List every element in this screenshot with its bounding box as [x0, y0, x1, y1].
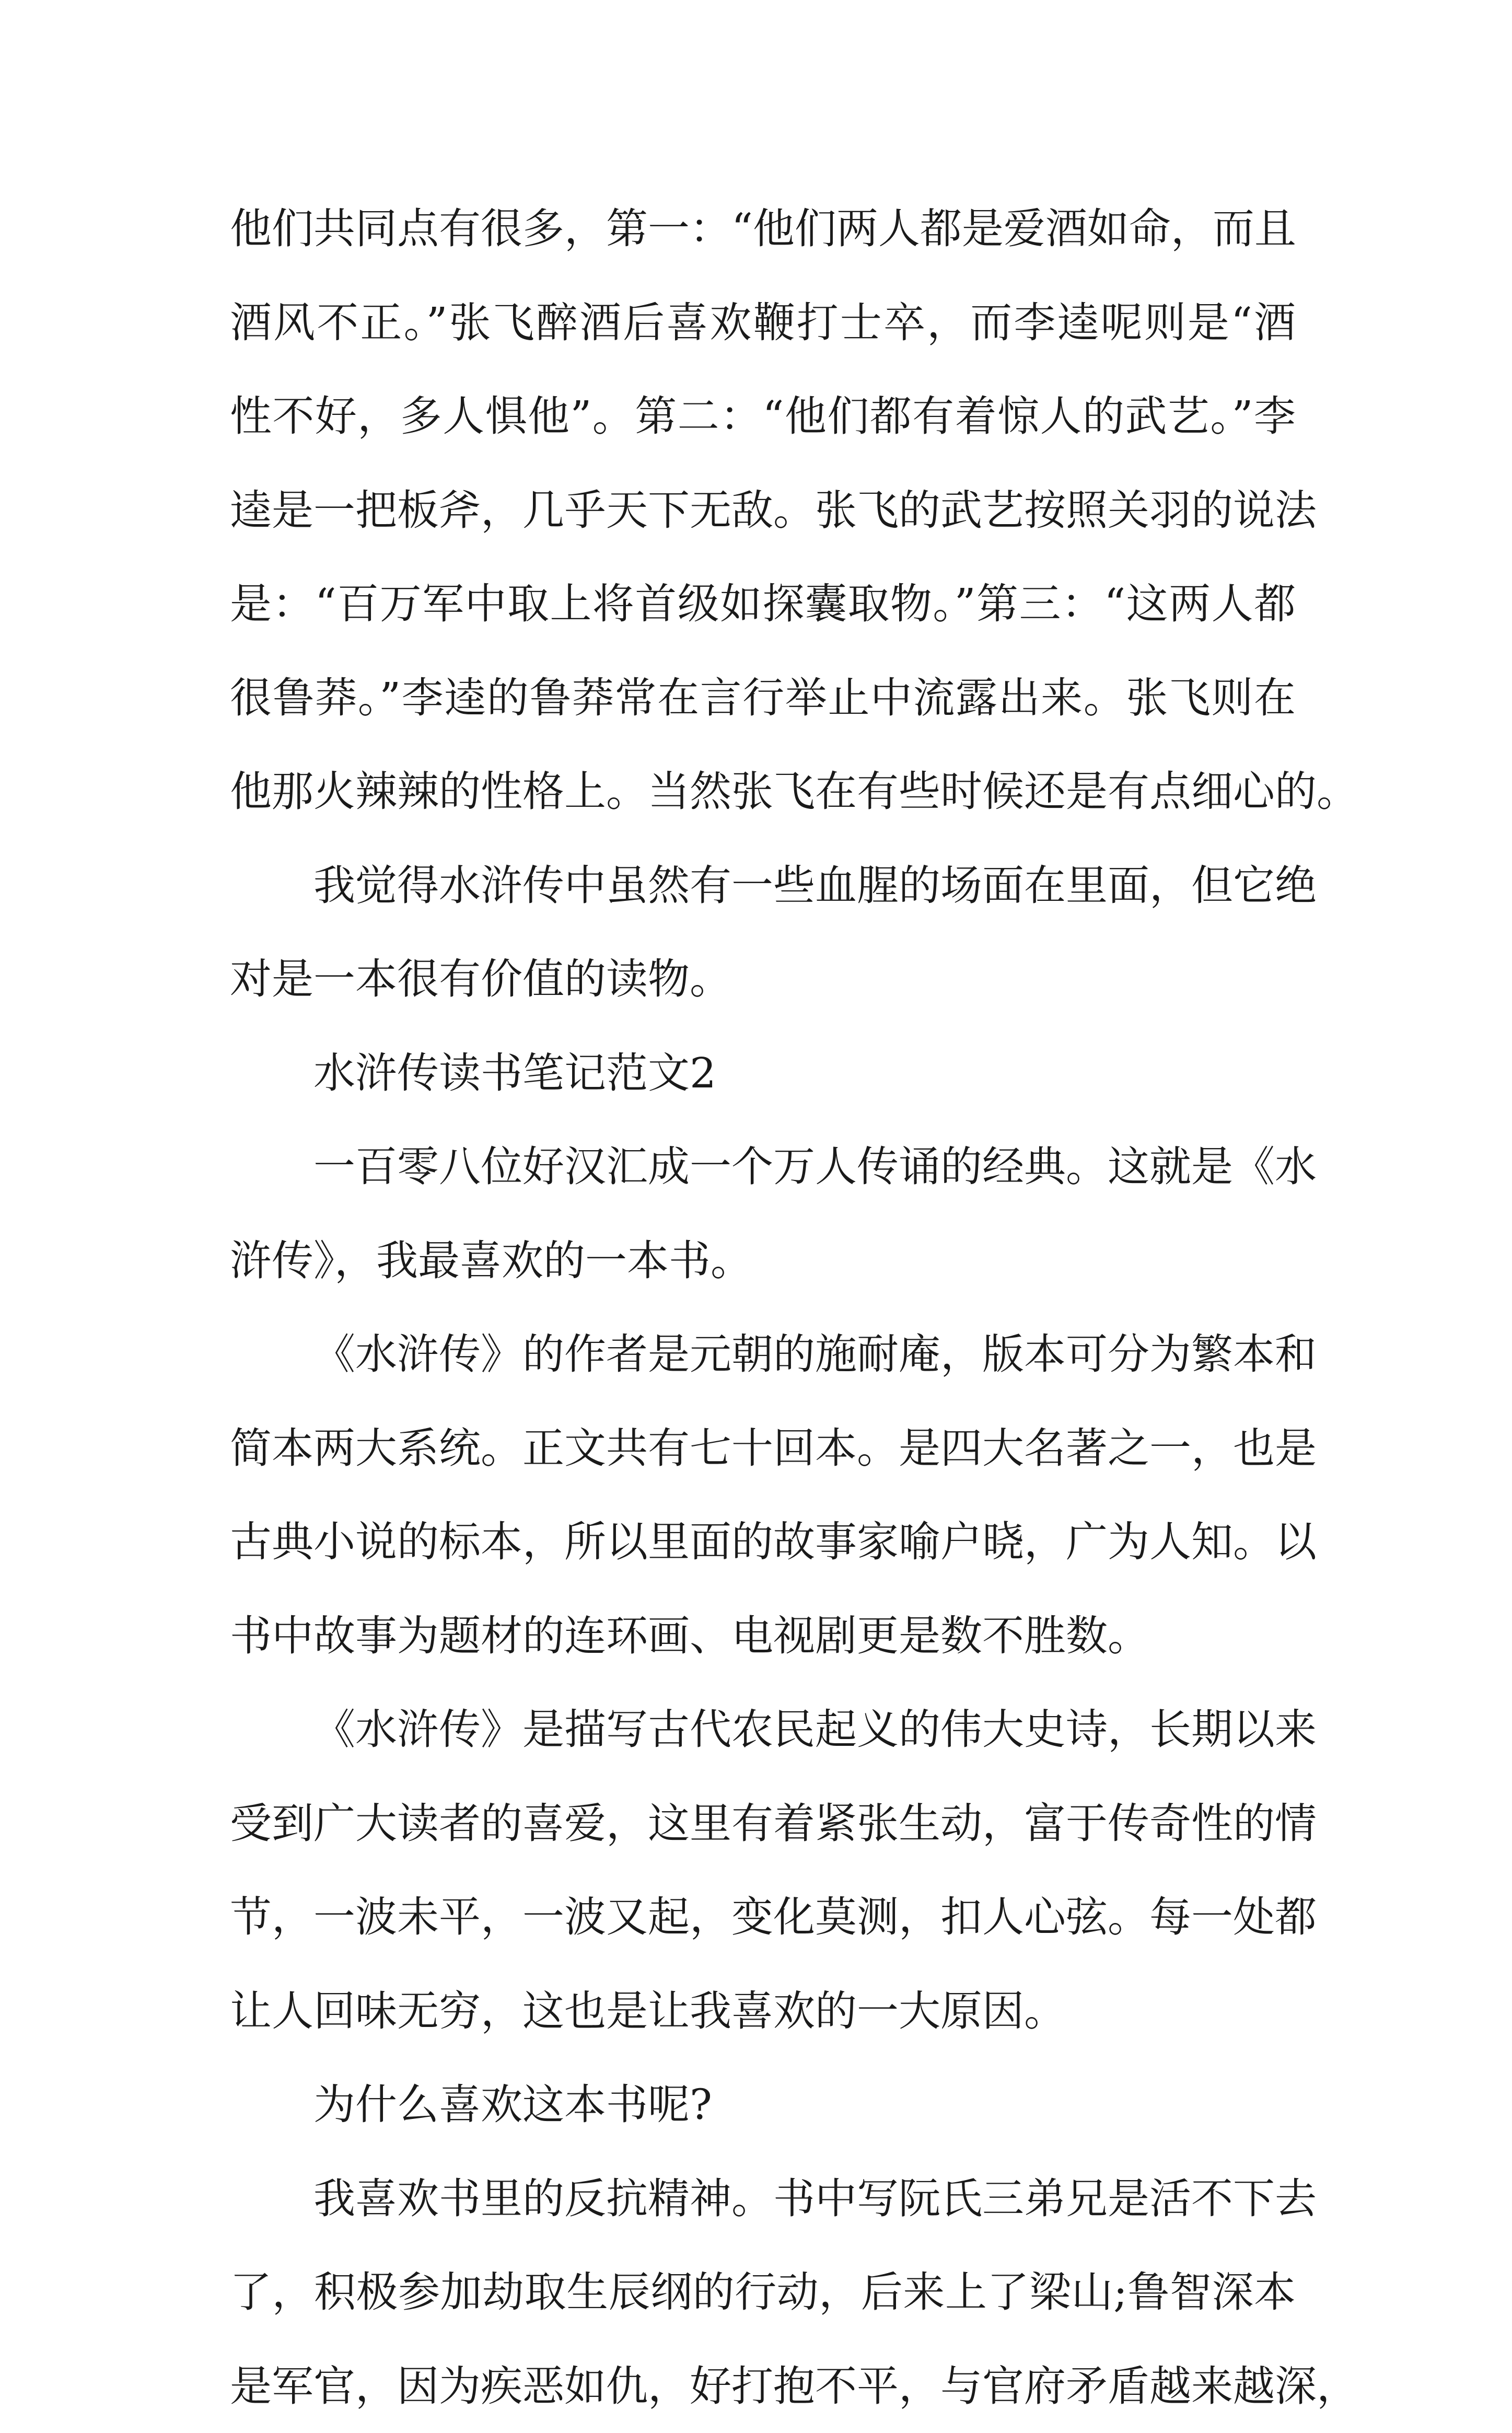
text-line: 《水浒传》是描写古代农民起义的伟大史诗，长期以来: [230, 1683, 1296, 1777]
text-line: 酒风不正。”张飞醉酒后喜欢鞭打士卒，而李逵呢则是“酒: [230, 276, 1296, 370]
text-line: 逵是一把板斧，几乎天下无敌。张飞的武艺按照关羽的说法: [230, 464, 1296, 558]
text-line: 浒传》，我最喜欢的一本书。: [230, 1214, 1296, 1308]
text-line: 为什么喜欢这本书呢?: [230, 2058, 1296, 2152]
text-line: 一百零八位好汉汇成一个万人传诵的经典。这就是《水: [230, 1120, 1296, 1214]
text-line: 《水浒传》的作者是元朝的施耐庵，版本可分为繁本和: [230, 1307, 1296, 1401]
text-line: 我喜欢书里的反抗精神。书中写阮氏三弟兄是活不下去: [230, 2152, 1296, 2246]
text-line: 节，一波未平，一波又起，变化莫测，扣人心弦。每一处都: [230, 1870, 1296, 1964]
text-line: 他那火辣辣的性格上。当然张飞在有些时候还是有点细心的。: [230, 745, 1296, 839]
text-line: 简本两大系统。正文共有七十回本。是四大名著之一，也是: [230, 1401, 1296, 1496]
text-line: 是军官，因为疾恶如仇，好打抱不平，与官府矛盾越来越深，: [230, 2339, 1296, 2433]
text-line: 很鲁莽。”李逵的鲁莽常在言行举止中流露出来。张飞则在: [230, 651, 1296, 745]
text-line: 他们共同点有很多，第一：“他们两人都是爱酒如命，而且: [230, 182, 1296, 276]
text-line: 受到广大读者的喜爱，这里有着紧张生动，富于传奇性的情: [230, 1777, 1296, 1871]
text-line: 是：“百万军中取上将首级如探囊取物。”第三：“这两人都: [230, 557, 1296, 651]
text-line: 了，积极参加劫取生辰纲的行动，后来上了梁山;鲁智深本: [230, 2245, 1296, 2339]
text-line: 对是一本很有价值的读物。: [230, 932, 1296, 1026]
text-line: 性不好，多人惧他”。第二：“他们都有着惊人的武艺。”李: [230, 369, 1296, 464]
body-text: [230, 182, 1296, 2433]
text-line: 书中故事为题材的连环画、电视剧更是数不胜数。: [230, 1589, 1296, 1683]
text-line: 古典小说的标本，所以里面的故事家喻户晓，广为人知。以: [230, 1495, 1296, 1589]
text-line: 我觉得水浒传中虽然有一些血腥的场面在里面，但它绝: [230, 839, 1296, 933]
text-line: 让人回味无穷，这也是让我喜欢的一大原因。: [230, 1964, 1296, 2058]
section-heading: 水浒传读书笔记范文2: [230, 1026, 1296, 1120]
